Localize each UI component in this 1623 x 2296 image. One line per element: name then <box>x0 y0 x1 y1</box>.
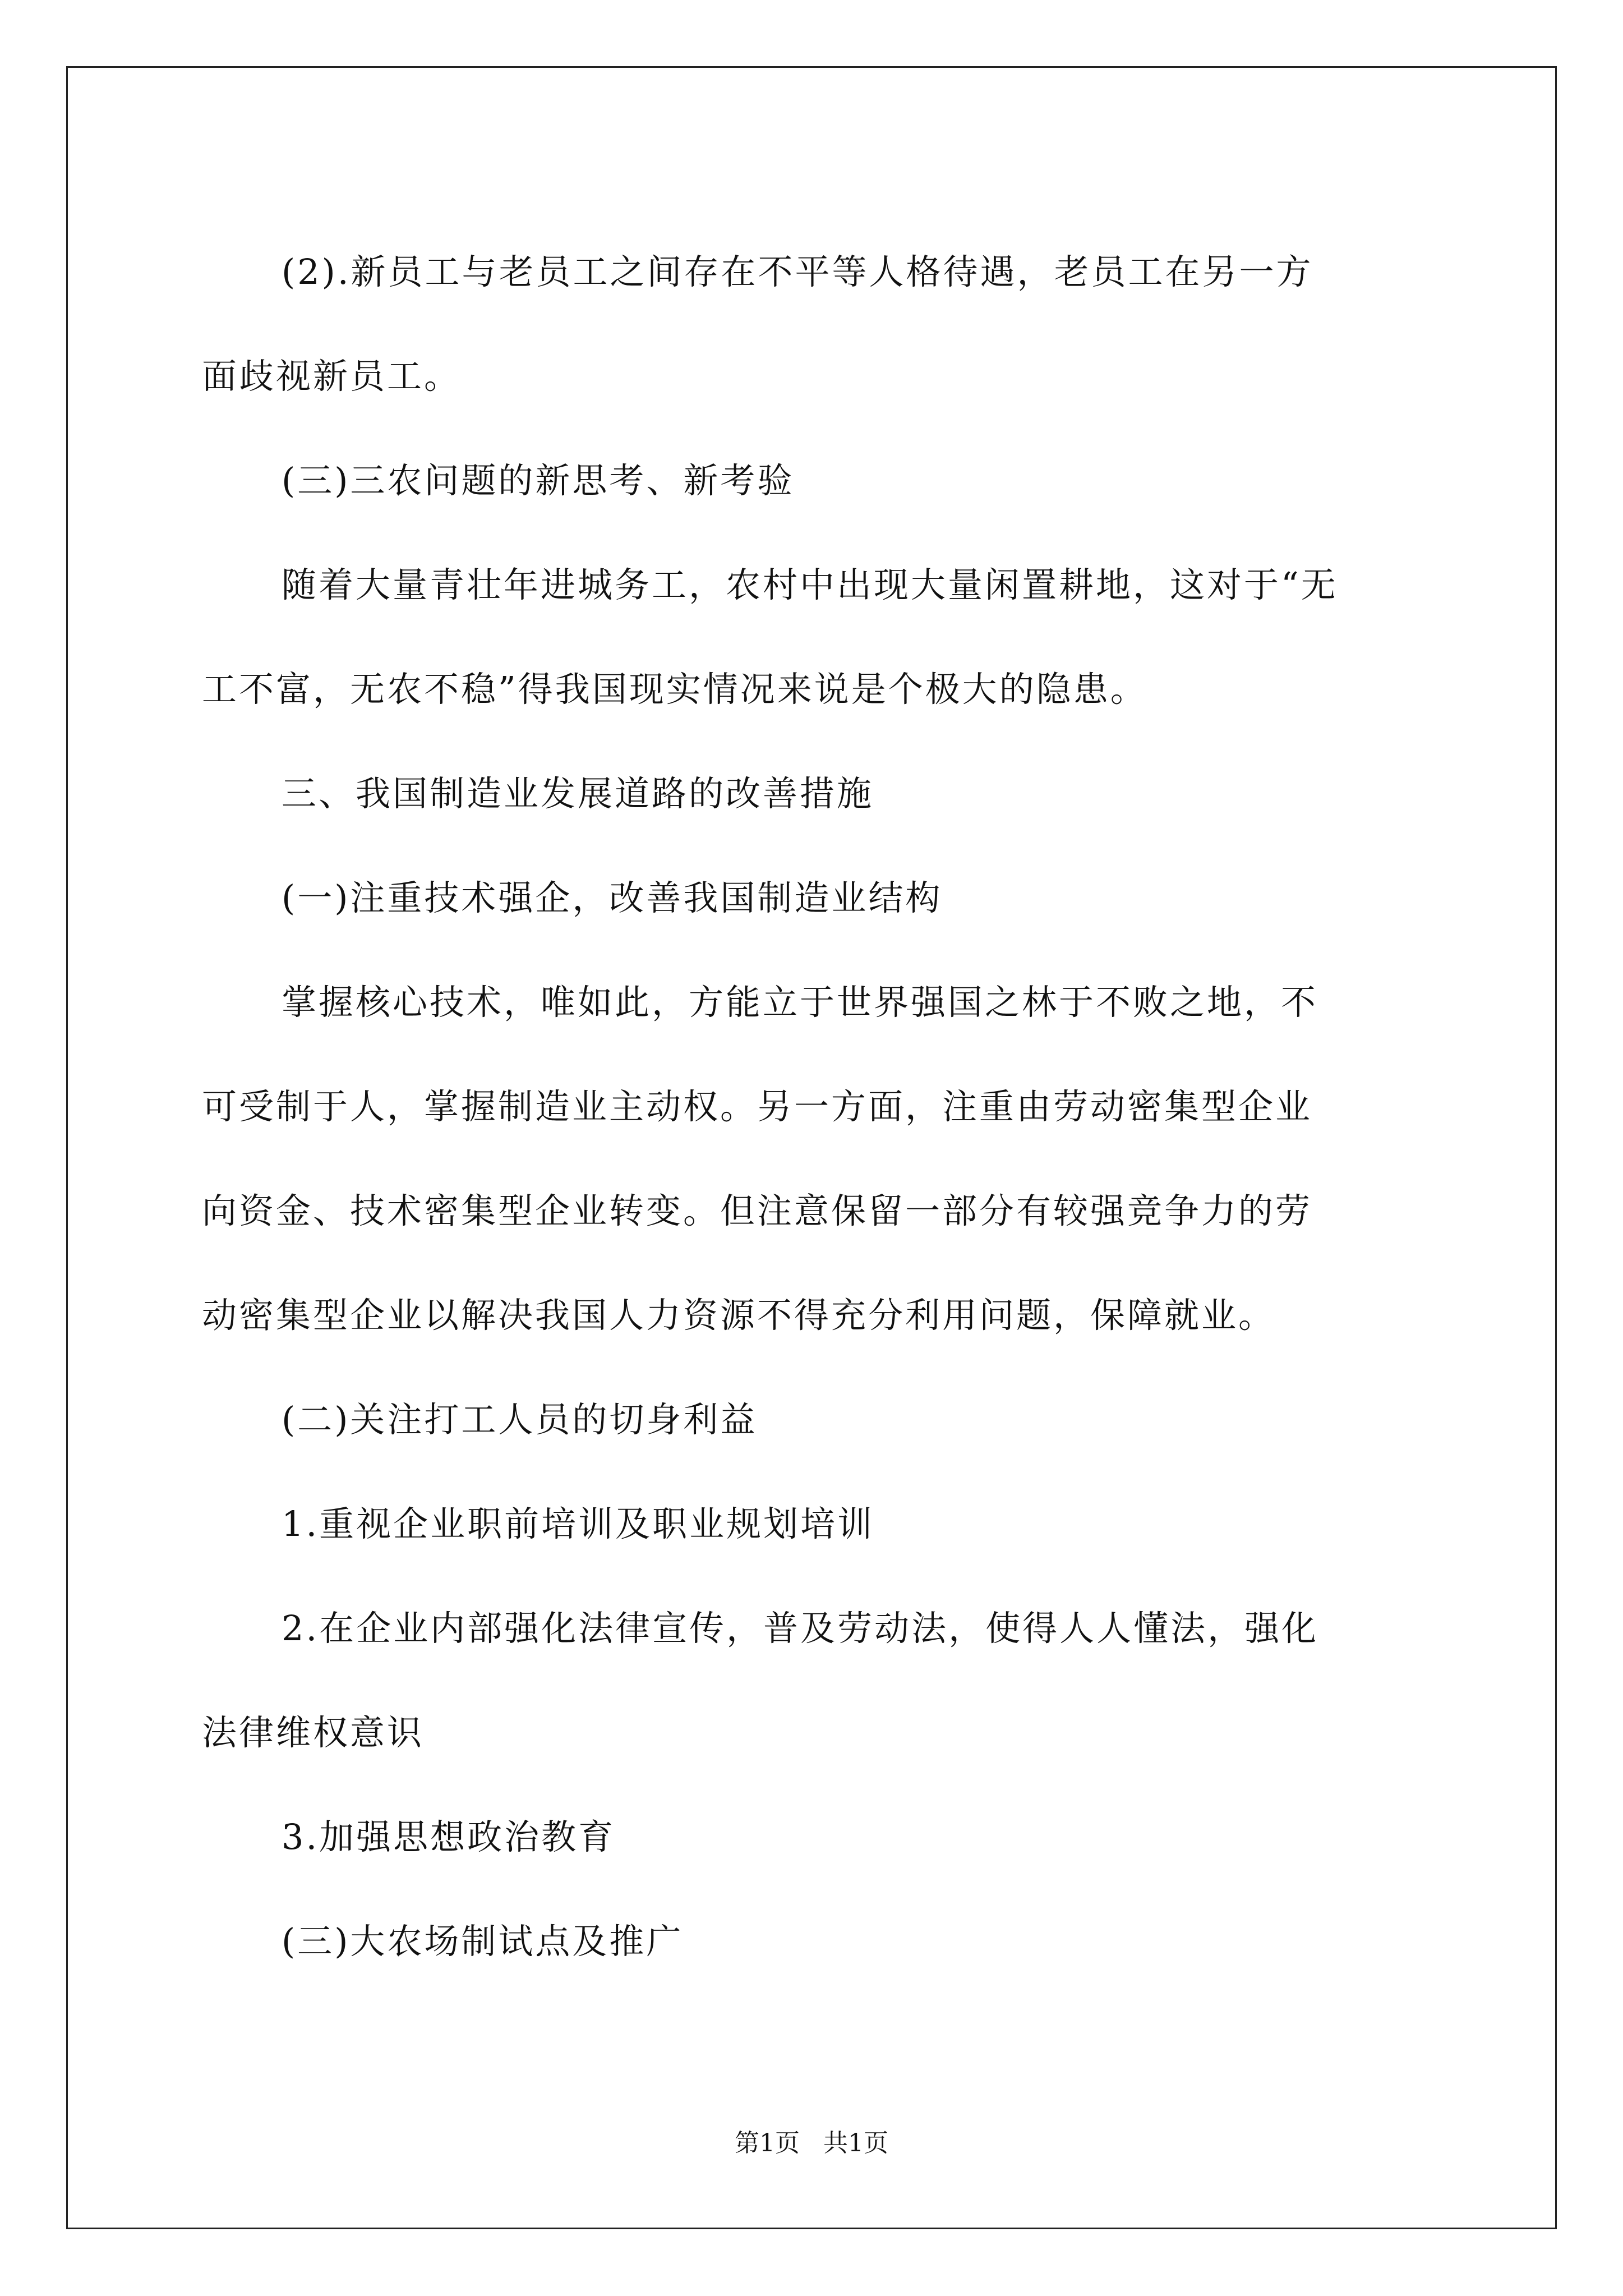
section-heading: (三)大农场制试点及推广 <box>282 1921 684 1962</box>
section-heading: (一)注重技术强企，改善我国制造业结构 <box>282 877 943 918</box>
paragraph-line: 向资金、技术密集型企业转变。但注意保留一部分有较强竞争力的劳 <box>202 1190 1313 1231</box>
paragraph-line: 工不富，无农不稳”得我国现实情况来说是个极大的隐患。 <box>202 669 1147 710</box>
page-footer <box>0 2123 1623 2159</box>
list-item: 1.重视企业职前培训及职业规划培训 <box>282 1503 875 1544</box>
paragraph-line: 面歧视新员工。 <box>202 356 462 397</box>
section-heading: 三、我国制造业发展道路的改善措施 <box>282 773 874 814</box>
list-item: 3.加强思想政治教育 <box>282 1816 616 1857</box>
section-heading: (二)关注打工人员的切身利益 <box>282 1399 758 1440</box>
list-item: 2.在企业内部强化法律宣传，普及劳动法，使得人人懂法，强化 <box>282 1608 1319 1649</box>
paragraph-line: (2).新员工与老员工之间存在不平等人格待遇，老员工在另一方 <box>282 251 1313 292</box>
page-number-current: 第1页 <box>735 2129 800 2157</box>
document-body <box>202 220 1424 1994</box>
paragraph-line: 法律维权意识 <box>202 1712 425 1753</box>
paragraph-line: 可受制于人，掌握制造业主动权。另一方面，注重由劳动密集型企业 <box>202 1086 1313 1127</box>
section-heading: (三)三农问题的新思考、新考验 <box>282 460 795 501</box>
page-number-total: 共1页 <box>823 2129 888 2157</box>
paragraph-line: 掌握核心技术，唯如此，方能立于世界强国之林于不败之地，不 <box>282 982 1318 1023</box>
paragraph-line: 随着大量青壮年进城务工，农村中出现大量闲置耕地，这对于“无 <box>282 564 1338 605</box>
paragraph-line: 动密集型企业以解决我国人力资源不得充分利用问题，保障就业。 <box>202 1295 1276 1336</box>
